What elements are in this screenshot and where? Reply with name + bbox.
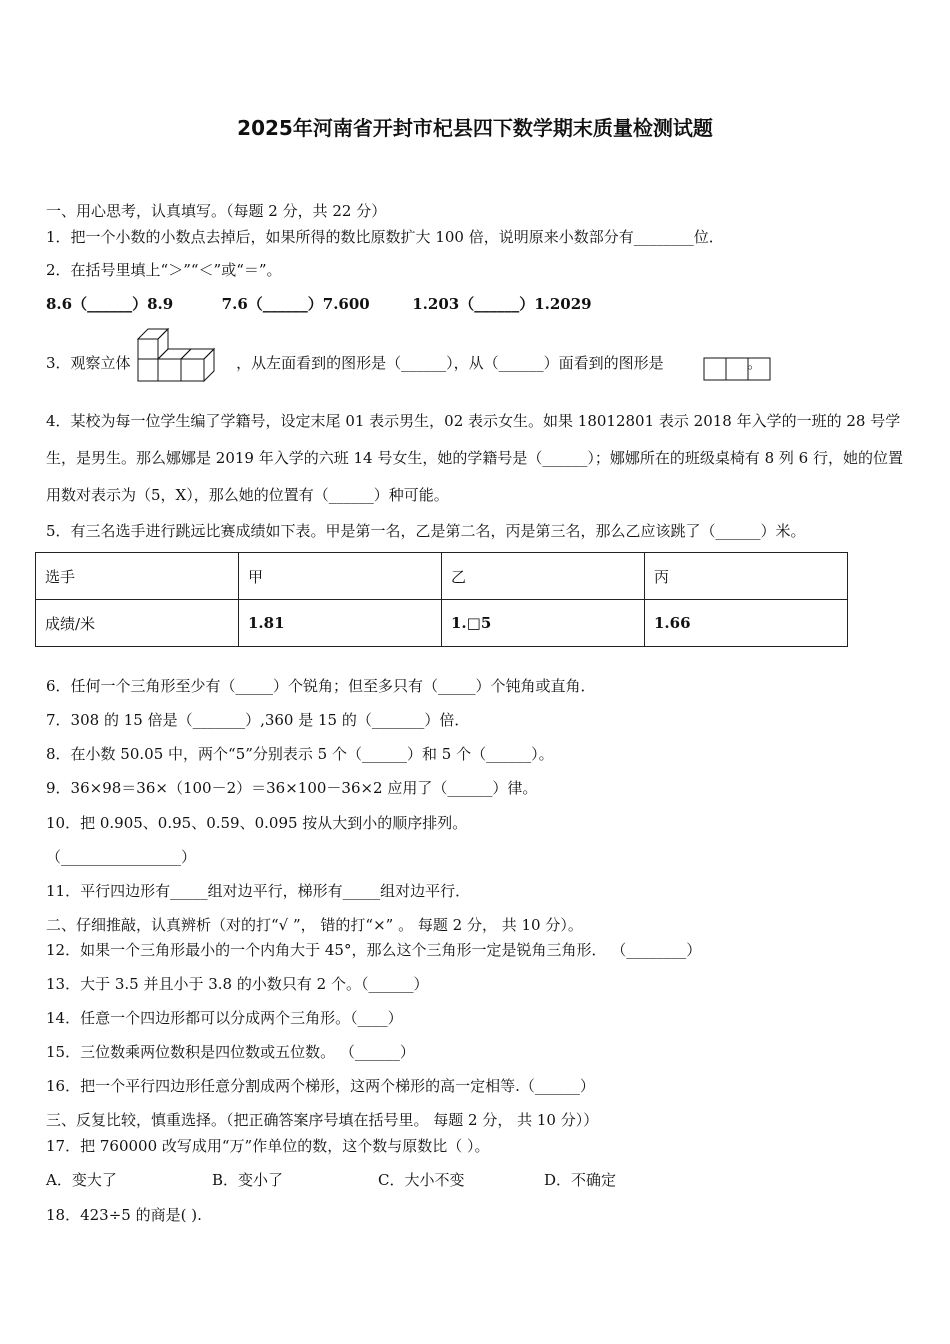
question-7: 7．308 的 15 倍是（_______）,360 是 15 的（_______）倍． — [46, 711, 470, 729]
page-title: 2025年河南省开封市杞县四下数学期末质量检测试题 — [237, 116, 713, 140]
question-8: 8．在小数 50.05 中，两个“5”分别表示 5 个（______）和 5 个（______）。 — [46, 745, 554, 763]
question-17-options — [46, 1170, 616, 1190]
question-6: 6．任何一个三角形至少有（_____）个锐角；但至多只有（_____）个钝角或直角． — [46, 677, 596, 695]
three-square-view-figure — [703, 356, 773, 382]
question-9: 9．36×98＝36×（100－2）＝36×100－36×2 应用了（______）律。 — [46, 779, 538, 797]
scores-table — [35, 552, 848, 647]
table-row — [36, 553, 848, 600]
table-header-cell: 甲 — [239, 553, 442, 600]
table-row — [36, 600, 848, 647]
question-5: 5．有三名选手进行跳远比赛成绩如下表。甲是第一名，乙是第二名，丙是第三名，那么乙应该跳了（______）米。 — [46, 522, 806, 540]
section-1-heading: 一、用心思考，认真填写。（每题 2 分，共 22 分） — [46, 202, 387, 220]
cube-stack-figure — [136, 324, 220, 384]
question-17: 17．把 760000 改写成用“万”作单位的数，这个数与原数比（ ）。 — [46, 1137, 490, 1155]
section-3-heading: 三、反复比较，慎重选择。（把正确答案序号填在括号里。 每题 2 分， 共 10 分）） — [46, 1111, 599, 1129]
question-16: 16．把一个平行四边形任意分割成两个梯形，这两个梯形的高一定相等.（______） — [46, 1077, 595, 1095]
question-3-suffix: 。 — [747, 354, 763, 372]
table-header-cell: 丙 — [645, 553, 848, 600]
table-header-cell: 乙 — [442, 553, 645, 600]
question-10-blank: （________________） — [46, 848, 197, 866]
option-d: D．不确定 — [544, 1171, 617, 1189]
question-13: 13．大于 3.5 并且小于 3.8 的小数只有 2 个。（______） — [46, 975, 429, 993]
question-3-prefix: 3．观察立体 — [46, 354, 131, 372]
table-cell: 1.66 — [645, 600, 848, 647]
option-c: C．大小不变 — [378, 1171, 465, 1189]
table-header-cell: 选手 — [36, 553, 239, 600]
question-4: 4．某校为每一位学生编了学籍号，设定末尾 01 表示男生，02 表示女生。如果 18012801 表示 2018 年入学的一班的 28 号学生，是男生。那么娜娜是 2019 年入学的六班 14 号女生，她的学籍号是（______）；娜娜所在的班级桌椅有 8 列 6 行，她的位置用数对表示为（5，X），那么她的位置有（______）种可能。 — [46, 412, 903, 504]
question-2-items — [46, 294, 592, 314]
question-2-item: 1.203（______）1.2029 — [412, 295, 592, 313]
option-b: B．变小了 — [212, 1171, 284, 1189]
question-2-item: 7.6（______）7.600 — [221, 295, 370, 313]
table-cell: 1.□5 — [442, 600, 645, 647]
question-2-item: 8.6（______）8.9 — [46, 295, 174, 313]
table-cell: 1.81 — [239, 600, 442, 647]
question-14: 14．任意一个四边形都可以分成两个三角形。（____） — [46, 1009, 403, 1027]
option-a: A．变大了 — [46, 1171, 117, 1189]
question-10: 10．把 0.905、0.95、0.59、0.095 按从大到小的顺序排列。 — [46, 814, 468, 832]
question-3-middle: ，从左面看到的图形是（______），从（______）面看到的图形是 — [236, 354, 664, 372]
question-12: 12．如果一个三角形最小的一个内角大于 45°，那么这个三角形一定是锐角三角形． （________） — [46, 941, 702, 959]
question-11: 11．平行四边形有_____组对边平行，梯形有_____组对边平行． — [46, 882, 471, 900]
table-cell: 成绩/米 — [36, 600, 239, 647]
question-2: 2．在括号里填上“＞”“＜”或“＝”。 — [46, 261, 282, 279]
section-2-heading: 二、仔细推敲，认真辨析（对的打“√ ”， 错的打“×” 。 每题 2 分， 共 10 分）。 — [46, 916, 583, 934]
question-15: 15．三位数乘两位数积是四位数或五位数。 （______） — [46, 1043, 415, 1061]
question-1: 1．把一个小数的小数点去掉后，如果所得的数比原数扩大 100 倍，说明原来小数部分有________位． — [46, 228, 724, 246]
question-18: 18．423÷5 的商是( ). — [46, 1206, 202, 1224]
